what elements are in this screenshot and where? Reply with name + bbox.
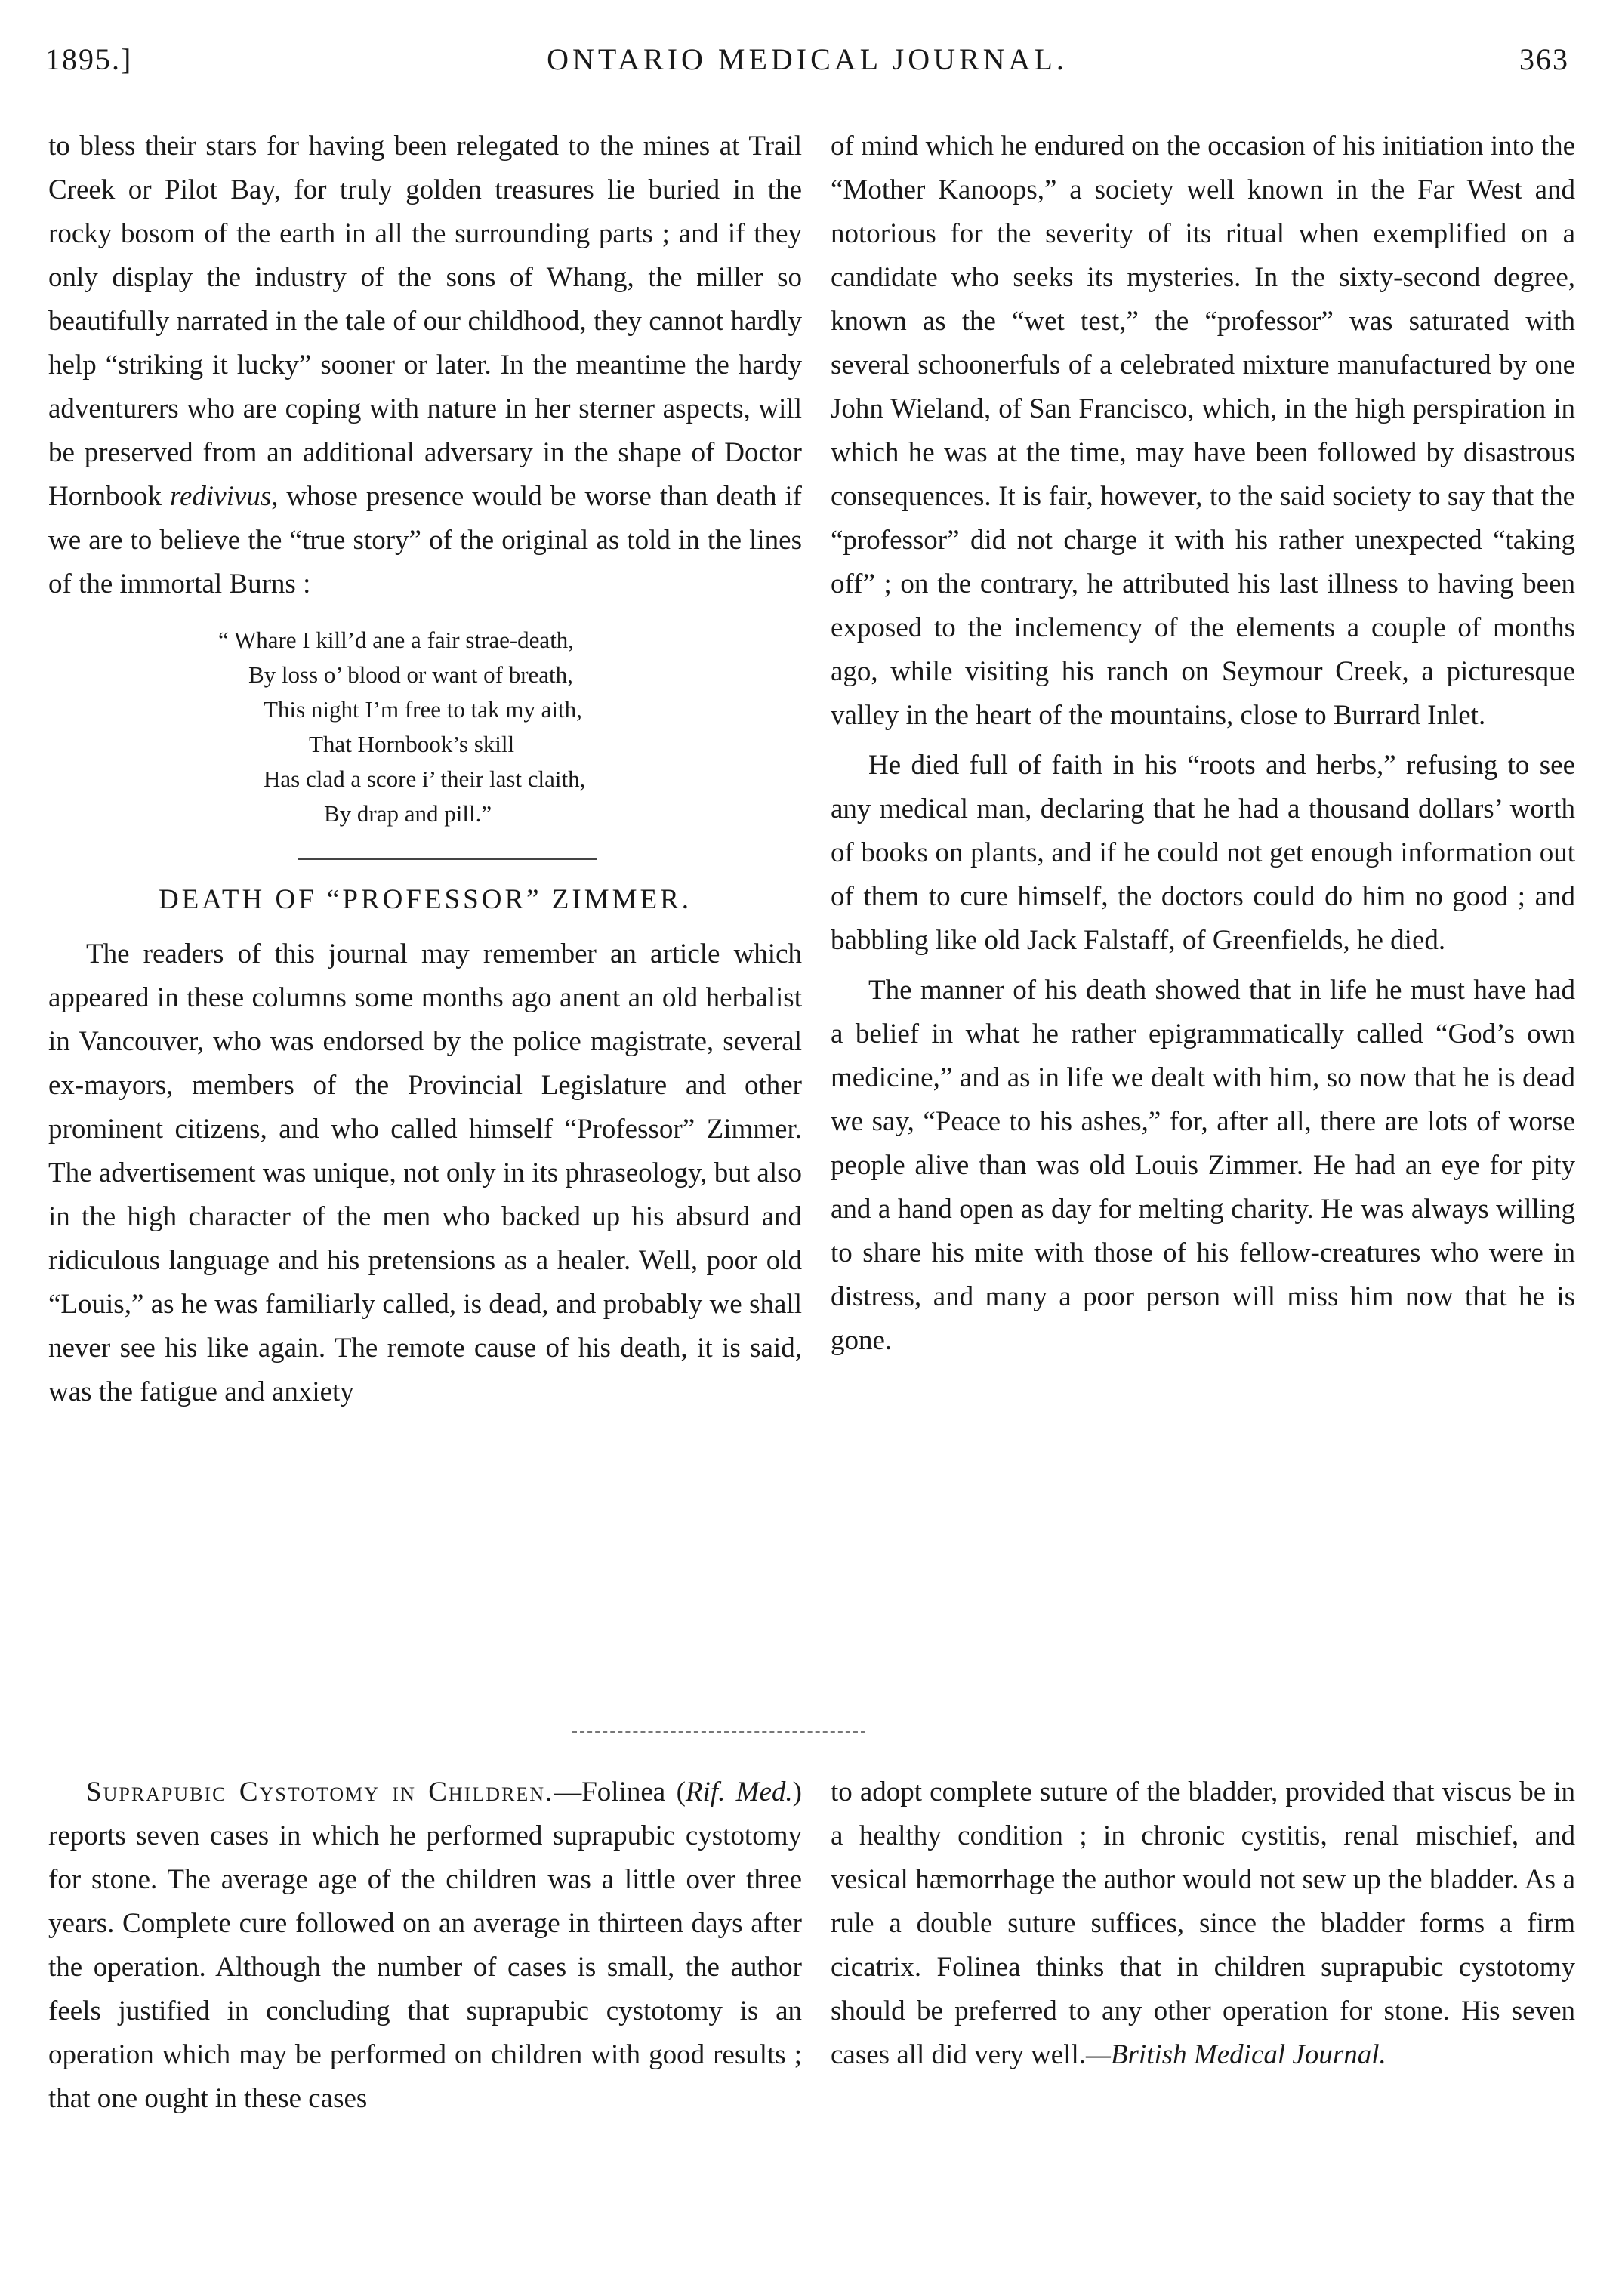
poem-line: This night I’m free to tak my aith, [264, 696, 582, 723]
cystotomy-title: Suprapubic Cystotomy in Children. [86, 1777, 554, 1808]
zimmer-paragraph-3: The manner of his death showed that in life he must have had a belief in what he rather epigrammatically called “God’s own medicine,” and as in life we dealt with him, so now that he is dead we say, “Peace to his ashes,” for, after all, there are lots of worse people alive than was old Louis Zimmer. He had an eye for pity and a hand open as day for melting charity. He was always willing to share his mite with those of his fellow-creatures who were in distress, and many a poor person will miss him now that he is gone. [831, 975, 1575, 1356]
poem-line: “ Whare I kill’d ane a fair strae-death, [218, 627, 575, 653]
journal-title: ONTARIO MEDICAL JOURNAL. [547, 42, 1068, 76]
poem-line: That Hornbook’s skill [309, 731, 515, 757]
rif-med-reference: Rif. Med. [685, 1777, 793, 1808]
zimmer-paragraph-1: The readers of this journal may remember an article which appeared in these columns some months ago anent an old herbalist in Vancouver, who was endorsed by the police magistrate, several ex-mayors, members of the Provincial Legislature and other prominent citizens, and who called himself “Professor” Zimmer. The advertisement was unique, not only in its phraseology, but also in the high character of the men who backed up his absurd and ridiculous language and his pretensions as a healer. Well, poor old “Louis,” as he was familiarly called, is dead, and probably we shall never see his like again. The remote cause of his death, it is said, was the fatigue and anxiety [48, 938, 802, 1407]
article-divider [572, 1731, 865, 1733]
poem-line: By loss o’ blood or want of breath, [248, 661, 573, 688]
section-rule [298, 858, 597, 860]
cystotomy-paragraph: Suprapubic Cystotomy in Children.—Folinea (Rif. Med.) reports seven cases in which he performed suprapubic cystotomy for stone. The average age of the children was a little over three years. Complete cure followed on an average in thirteen days after the operation. Although the number of cases is small, the author feels justified in concluding that suprapubic cystotomy is an operation which may be performed on children with good results ; that one ought in these cases [48, 1777, 802, 2114]
hornbook-continuation: to bless their stars for having been relegated to the mines at Trail Creek or Pilot Bay, for truly golden treasures lie buried in the rocky bosom of the earth in all the surrounding parts ; and if they only display the industry of the sons of Whang, the miller so beautifully narrated in the tale of our childhood, they cannot hardly help “striking it lucky” sooner or later. In the meantime the hardy adventurers who are coping with nature in her sterner aspects, will be preserved from an additional adversary in the shape of Doctor Hornbook redivivus, whose presence would be worse than death if we are to believe the “true story” of the original as told in the lines of the immortal Burns : [48, 131, 802, 599]
left-column-bottom [48, 1771, 802, 2121]
poem-line: Has clad a score i’ their last claith, [264, 766, 586, 792]
right-column-bottom [831, 1771, 1575, 2077]
page-number: 363 [1519, 42, 1569, 76]
zimmer-paragraph-2: He died full of faith in his “roots and herbs,” refusing to see any medical man, declaring that he had a thousand dollars’ worth of books on plants, and if he could not get enough information out of them to cure himself, the doctors could do him no good ; and babbling like old Jack Falstaff, of Greenfields, he died. [831, 750, 1575, 956]
header-year: 1895.] [45, 42, 133, 76]
right-column-top [831, 125, 1575, 1363]
zimmer-paragraph-1-continued: of mind which he endured on the occasion of his initiation into the “Mother Kanoops,” a society well known in the Far West and notorious for the severity of its ritual when exemplified on a candidate who seeks its mysteries. In the sixty-second degree, known as the “wet test,” the “professor” was saturated with several schoonerfuls of a celebrated mixture manufactured by one John Wieland, of San Francisco, which, in the high perspiration in which he was at the time, may have been followed by disastrous consequences. It is fair, however, to the said society to say that the “professor” did not charge it with his rather unexpected “taking off” ; on the contrary, he attributed his last illness to having been exposed to the inclemency of the elements a couple of months ago, while visiting his ranch on Seymour Creek, a picturesque valley in the heart of the mountains, close to Burrard Inlet. [831, 131, 1575, 731]
zimmer-heading: DEATH OF “PROFESSOR” ZIMMER. [158, 884, 692, 915]
redivivus-italic: redivivus [169, 481, 272, 512]
left-column-top [48, 125, 802, 1414]
source-citation: —British Medical Journal. [1086, 2039, 1386, 2070]
poem-line: By drap and pill.” [324, 800, 492, 827]
burns-poem [218, 623, 802, 831]
cystotomy-paragraph-continued: to adopt complete suture of the bladder, provided that viscus be in a healthy condition ; in chronic cystitis, renal mischief, and vesical hæmorrhage the author would not sew up the bladder. As a rule a double suture suffices, since the bladder forms a firm cicatrix. Folinea thinks that in children suprapubic cystotomy should be preferred to any other operation for stone. His seven cases all did very well.—British Medical Journal. [831, 1777, 1575, 2070]
page-header [45, 42, 1569, 94]
